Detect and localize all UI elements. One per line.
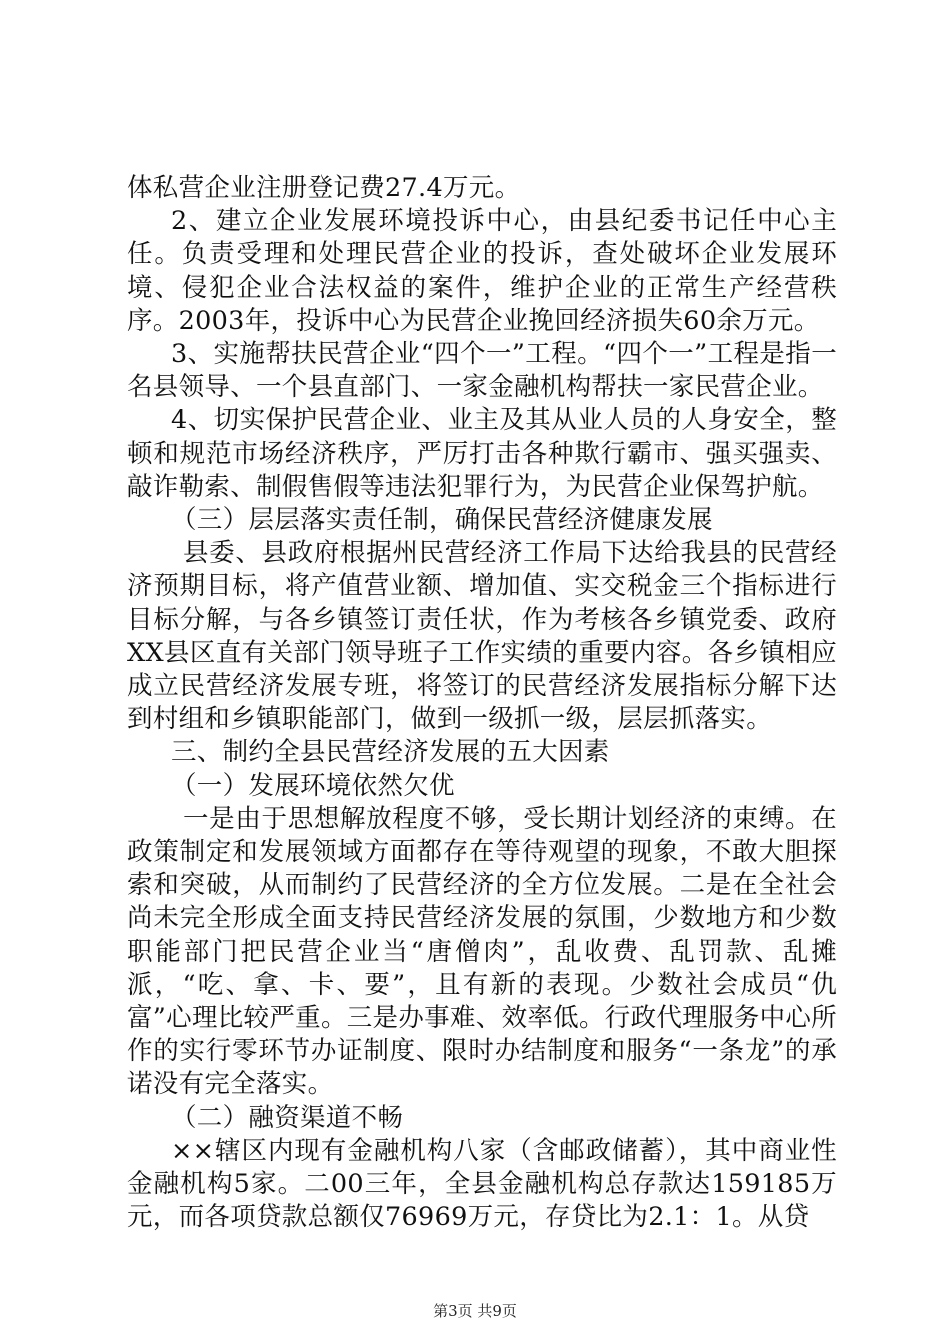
- paragraph: 3、实施帮扶民营企业“四个一”工程。“四个一”工程是指一名县领导、一个县直部门、一家金融机构帮扶一家民营企业。: [127, 339, 837, 403]
- section-heading: （一）发展环境依然欠优: [171, 770, 455, 801]
- page-footer: 第3页 共9页: [433, 1302, 517, 1320]
- paragraph: 体私营企业注册登记费27.4万元。: [127, 173, 521, 203]
- paragraph: ××辖区内现有金融机构八家（含邮政储蓄），其中商业性金融机构5家。二00三年，全县金融机构总存款达159185万元，而各项贷款总额仅76969万元，存贷比为2.1：1。从贷: [127, 1135, 837, 1233]
- section-heading: （三）层层落实责任制，确保民营经济健康发展: [171, 505, 713, 536]
- section-heading: 三、制约全县民营经济发展的五大因素: [171, 737, 610, 768]
- document-body: [127, 172, 837, 1235]
- paragraph: 2、建立企业发展环境投诉中心，由县纪委书记任中心主任。负责受理和处理民营企业的投诉，查处破坏企业发展环境、侵犯企业合法权益的案件，维护企业的正常生产经营秩序。2003年，投诉中心为民营企业挽回经济损失60余万元。: [127, 206, 837, 336]
- paragraph: 4、切实保护民营企业、业主及其从业人员的人身安全，整顿和规范市场经济秩序，严厉打击各种欺行霸市、强买强卖、敲诈勒索、制假售假等违法犯罪行为，为民营企业保驾护航。: [127, 405, 837, 502]
- section-heading: （二）融资渠道不畅: [171, 1102, 404, 1133]
- paragraph: 县委、县政府根据州民营经济工作局下达给我县的民营经济预期目标，将产值营业额、增加值、实交税金三个指标进行目标分解，与各乡镇签订责任状，作为考核各乡镇党委、政府XX县区直有关部门领导班子工作实绩的重要内容。各乡镇相应成立民营经济发展专班，将签订的民营经济发展指标分解下达到村组和乡镇职能部门，做到一级抓一级，层层抓落实。: [127, 538, 837, 735]
- paragraph: 一是由于思想解放程度不够，受长期计划经济的束缚。在政策制定和发展领域方面都存在等待观望的现象，不敢大胆探索和突破，从而制约了民营经济的全方位发展。二是在全社会尚未完全形成全面支持民营经济发展的氛围，少数地方和少数职能部门把民营企业当“唐僧肉”，乱收费、乱罚款、乱摊派，“吃、拿、卡、要”，且有新的表现。少数社会成员“仇富”心理比较严重。三是办事难、效率低。行政代理服务中心所作的实行零环节办证制度、限时办结制度和服务“一条龙”的承诺没有完全落实。: [127, 803, 837, 1100]
